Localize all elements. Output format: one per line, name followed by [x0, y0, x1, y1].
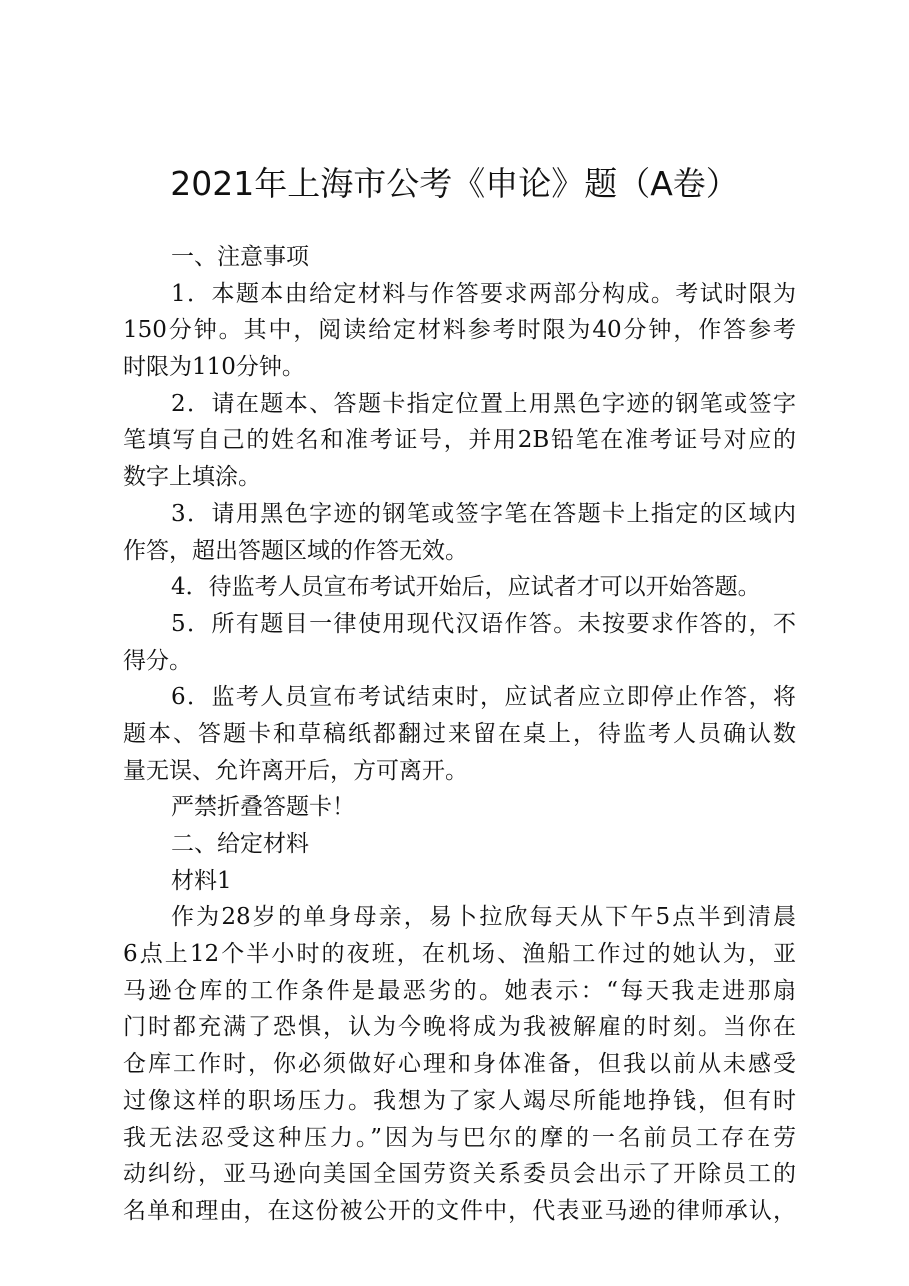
- text-line: 时限为110分钟。: [123, 354, 305, 381]
- text-line: 马逊仓库的工作条件是最恶劣的。她表示：“每天我走进那扇: [123, 977, 796, 1004]
- text-line: 3．请用黑色字迹的钢笔或签字笔在答题卡上指定的区域内: [171, 500, 796, 527]
- text-line: 门时都充满了恐惧，认为今晚将成为我被解雇的时刻。当你在: [123, 1014, 796, 1041]
- text-line: 作答，超出答题区域的作答无效。: [123, 537, 468, 564]
- text-line: 动纠纷，亚马逊向美国全国劳资关系委员会出示了开除员工的: [123, 1161, 796, 1188]
- text-line: 材料1: [171, 867, 232, 894]
- document-title: 2021年上海市公考《申论》题（A卷）: [170, 164, 739, 203]
- text-line: 6点上12个半小时的夜班，在机场、渔船工作过的她认为，亚: [123, 941, 796, 968]
- text-line: 名单和理由，在这份被公开的文件中，代表亚马逊的律师承认，: [123, 1197, 796, 1224]
- text-line: 5．所有题目一律使用现代汉语作答。未按要求作答的，不: [171, 610, 796, 637]
- text-line: 仓库工作时，你必须做好心理和身体准备，但我以前从未感受: [123, 1051, 796, 1078]
- text-line: 1．本题本由给定材料与作答要求两部分构成。考试时限为: [171, 280, 796, 307]
- text-line: 题本、答题卡和草稿纸都翻过来留在桌上，待监考人员确认数: [123, 720, 796, 747]
- text-line: 严禁折叠答题卡！: [171, 794, 355, 821]
- text-line: 2．请在题本、答题卡指定位置上用黑色字迹的钢笔或签字: [171, 390, 796, 417]
- text-line: 4．待监考人员宣布考试开始后，应试者才可以开始答题。: [171, 574, 761, 601]
- section-heading: 一、注意事项: [171, 244, 309, 270]
- text-line: 过像这样的职场压力。我想为了家人竭尽所能地挣钱，但有时: [123, 1087, 796, 1114]
- text-line: 笔填写自己的姓名和准考证号，并用2B铅笔在准考证号对应的: [123, 427, 796, 454]
- text-line: 我无法忍受这种压力。”因为与巴尔的摩的一名前员工存在劳: [123, 1124, 796, 1151]
- document-body: [123, 239, 796, 1230]
- text-line: 得分。: [123, 647, 192, 674]
- text-line: 作为28岁的单身母亲，易卜拉欣每天从下午5点半到清晨: [171, 904, 796, 931]
- section-heading: 二、给定材料: [171, 831, 309, 857]
- text-line: 量无误、允许离开后，方可离开。: [123, 757, 468, 784]
- text-line: 数字上填涂。: [123, 464, 261, 491]
- text-line: 6．监考人员宣布考试结束时，应试者应立即停止作答，将: [171, 684, 796, 711]
- text-line: 150分钟。其中，阅读给定材料参考时限为40分钟，作答参考: [123, 317, 796, 344]
